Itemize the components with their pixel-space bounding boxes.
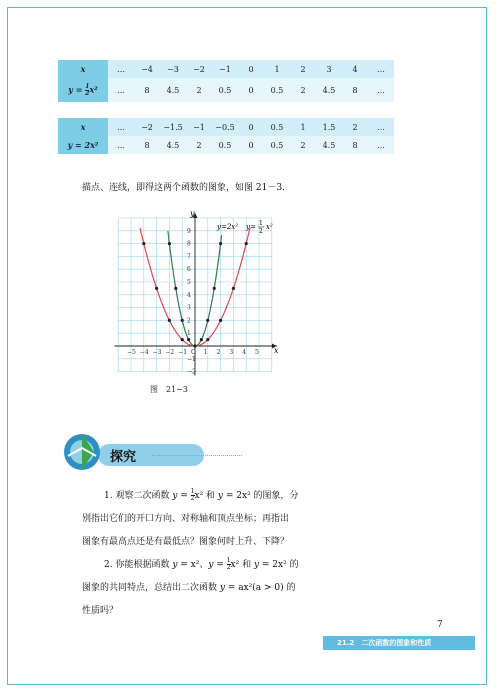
q2-text-2c: = ax²(a > 0) 的 [224, 583, 296, 593]
label-curve-half-prefix: y= [246, 223, 256, 231]
x-axis-label: x [274, 346, 279, 355]
q2-text-a: 2. 你能根据函数 [104, 560, 173, 570]
question-2-line-3: 性质吗？ [82, 606, 119, 616]
label-curve-half-den: 2 [259, 228, 263, 235]
chapter-footer [323, 636, 475, 650]
q2-text-h: = 2x² 的 [259, 560, 299, 570]
y-tick-label: −1 [187, 355, 196, 363]
y-tick-label: 2 [187, 317, 191, 325]
point-half [155, 287, 158, 290]
table-cell: 0.5 [264, 118, 290, 136]
intro-text: 描点、连线，即得这两个函数的图象，如图 21－3. [82, 183, 285, 193]
table-cell: 2 [186, 78, 212, 102]
table-cell: … [368, 60, 394, 78]
point-half [181, 338, 184, 341]
point-two [213, 287, 216, 290]
table-cell: −4 [134, 60, 160, 78]
table-cell: … [368, 136, 394, 154]
point-two [187, 338, 190, 341]
point-half [232, 287, 235, 290]
point-two [219, 242, 222, 245]
table-cell: 2 [290, 136, 316, 154]
table-cell: 2 [342, 118, 368, 136]
x-tick-label: 5 [255, 349, 259, 356]
fraction-denominator: 2 [226, 564, 231, 571]
figure-caption: 图 21−3 [150, 385, 188, 394]
point-half [142, 242, 145, 245]
row-label-prefix: y = [68, 84, 86, 94]
x-tick-label: −5 [127, 349, 136, 356]
table-cell: −0.5 [212, 118, 238, 136]
figure-tick-labels [127, 228, 259, 376]
table-cell: … [368, 78, 394, 102]
label-curve-half-num: 1 [259, 220, 263, 227]
value-table-half-x-squared [58, 60, 394, 102]
table-cell: 4.5 [316, 78, 342, 102]
point-two [200, 338, 203, 341]
x-tick-label: −2 [165, 349, 175, 356]
table-cell: 2 [290, 60, 316, 78]
q2-var: y [253, 560, 260, 570]
page-number: 7 [437, 620, 443, 630]
section-title: 探究 [110, 450, 137, 465]
x-tick-label: −1 [178, 349, 188, 356]
question-block [82, 485, 422, 623]
table-cell: −1 [186, 118, 212, 136]
y-axis-label: y [190, 209, 195, 218]
table-cell: 8 [342, 136, 368, 154]
table-cell: 0 [238, 78, 264, 102]
y-tick-label: 7 [187, 253, 191, 261]
label-curve-two: y=2x² [217, 223, 239, 231]
fraction-denominator: 2 [85, 89, 90, 97]
table-header-y [58, 78, 108, 102]
q2-var: y [219, 583, 225, 593]
question-2-line-1 [82, 554, 422, 577]
point-two [174, 287, 177, 290]
x-tick-label: 2 [216, 349, 221, 356]
q1-var: y [217, 491, 223, 501]
x-tick-label: −3 [152, 349, 162, 356]
x-tick-label: O [191, 349, 196, 356]
table-cell: 8 [134, 78, 160, 102]
q2-text-2a: 图象的共同特点，总结出二次函数 [82, 583, 220, 593]
y-tick-label: −2 [187, 368, 196, 376]
point-half [206, 338, 209, 341]
table-header-x: x [58, 118, 108, 136]
y-tick-label: 6 [187, 266, 191, 274]
y-tick-label: 1 [187, 330, 191, 338]
point-two [206, 319, 209, 322]
fraction-numerator: 1 [190, 488, 195, 495]
table-cell: 3 [316, 60, 342, 78]
q2-text-c: = x²、 [177, 560, 209, 570]
table-row-y [58, 136, 394, 154]
point-two [181, 319, 184, 322]
table-cell: 1 [264, 60, 290, 78]
table-cell: 4 [342, 60, 368, 78]
table-cell: 0.5 [212, 136, 238, 154]
q1-var: y [172, 491, 178, 501]
table-cell: 4.5 [160, 136, 186, 154]
q2-text-f: x² 和 [230, 560, 254, 570]
table-row-x [58, 60, 394, 78]
y-tick-label: 8 [187, 240, 191, 248]
table-cell: 2 [290, 78, 316, 102]
point-half [168, 319, 171, 322]
table-cell: 4.5 [160, 78, 186, 102]
table-cell: 8 [342, 78, 368, 102]
table-row-x [58, 118, 394, 136]
table-cell: −1.5 [160, 118, 186, 136]
table-cell: … [108, 78, 134, 102]
table-cell: … [108, 60, 134, 78]
x-tick-label: 4 [242, 349, 247, 356]
table-cell: 0.5 [264, 136, 290, 154]
section-banner [60, 426, 240, 474]
q2-text-e: = [213, 560, 227, 570]
table-cell: 0.5 [264, 78, 290, 102]
y-tick-label: 5 [187, 279, 191, 286]
point-two [193, 344, 196, 347]
table-cell: 1.5 [316, 118, 342, 136]
table-cell: −2 [186, 60, 212, 78]
table-cell: 0.5 [212, 78, 238, 102]
y-tick-label: 9 [187, 227, 191, 235]
y-tick-label: 3 [187, 304, 191, 312]
table-cell: −3 [160, 60, 186, 78]
q2-var: y [208, 560, 214, 570]
q1-text-c: = [177, 491, 191, 501]
table-cell: 0 [238, 60, 264, 78]
x-tick-label: −4 [139, 349, 149, 356]
table-cell: 0 [238, 136, 264, 154]
fraction-numerator: 1 [85, 82, 90, 90]
question-1-line-1 [82, 485, 422, 508]
table-cell: … [368, 118, 394, 136]
table-cell: 4.5 [316, 136, 342, 154]
row-label-suffix: x² [89, 84, 98, 94]
q1-text-a: 1. 观察二次函数 [104, 491, 173, 501]
point-half [245, 242, 248, 245]
fraction-numerator: 1 [226, 557, 231, 564]
q2-var: y [172, 560, 178, 570]
fraction-denominator: 2 [190, 495, 195, 502]
table-header-y: y = 2x² [58, 136, 108, 154]
value-table-two-x-squared [58, 118, 394, 154]
explore-icon [60, 426, 108, 474]
question-1-line-2: 别指出它们的开口方向、对称轴和顶点坐标；再指出 [82, 514, 290, 524]
table-cell: −1 [212, 60, 238, 78]
point-half [219, 319, 222, 322]
point-two [168, 242, 171, 245]
y-tick-label: 4 [187, 291, 191, 299]
question-1-line-3: 图象有最高点还是有最低点？图象何时上升、下降？ [82, 537, 290, 547]
table-cell: −2 [134, 118, 160, 136]
table-cell: … [108, 136, 134, 154]
x-tick-label: 1 [203, 349, 208, 356]
table-cell: 8 [134, 136, 160, 154]
chapter-title: 21.2 二次函数的图象和性质 [337, 639, 432, 647]
banner-dotted-line [152, 455, 242, 456]
table-header-x: x [58, 60, 108, 78]
label-curve-half-suffix: x² [266, 223, 273, 231]
x-tick-label: 3 [229, 349, 234, 356]
table-cell: 0 [238, 118, 264, 136]
question-2-line-2 [82, 577, 422, 600]
table-row-y [58, 78, 394, 102]
table-cell: 2 [186, 136, 212, 154]
table-cell: 1 [290, 118, 316, 136]
q1-text-f: = 2x² 的图象，分 [223, 491, 299, 501]
q1-text-d: x² 和 [194, 491, 218, 501]
table-cell: … [108, 118, 134, 136]
